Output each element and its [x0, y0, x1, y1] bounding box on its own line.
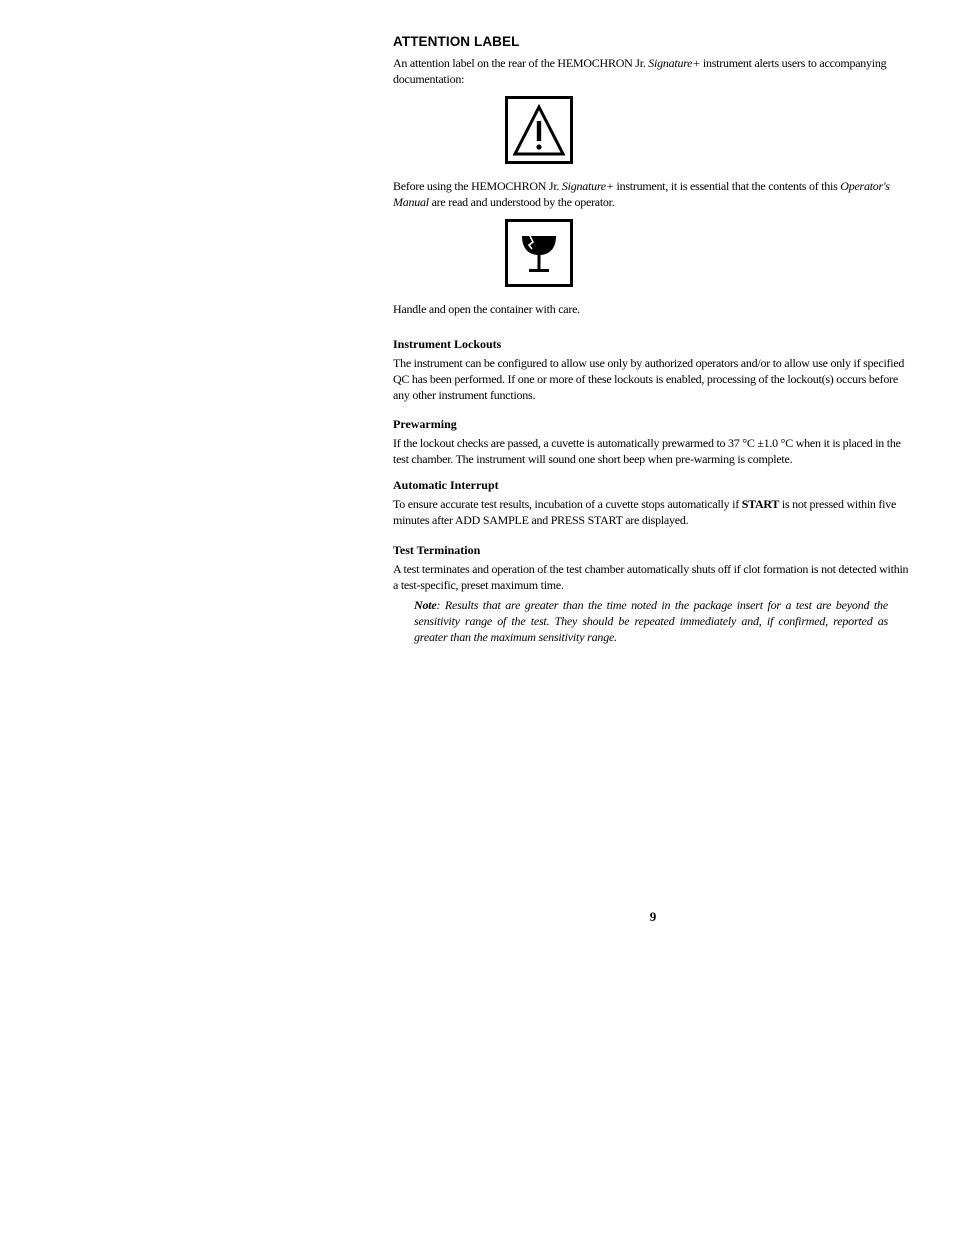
- warning-paragraph: Before using the HEMOCHRON Jr. Signature+ instrument, it is essential that the contents of this Operator's Manual are read and understood by the operator.: [393, 179, 890, 209]
- prewarming-paragraph: If the lockout checks are passed, a cuvette is automatically prewarmed to 37 °C ±1.0 °C when it is placed in the test chamber. The instrument will sound one short beep when pre-warming is complete.: [393, 436, 901, 466]
- termination-paragraph: A test terminates and operation of the test chamber automatically shuts off if clot formation is not detected within a test-specific, preset maximum time.: [393, 562, 909, 592]
- fragile-glass-icon: [508, 222, 570, 284]
- interrupt-paragraph: To ensure accurate test results, incubation of a cuvette stops automatically if START is not pressed within five minutes after ADD SAMPLE and PRESS START are displayed.: [393, 497, 897, 527]
- subheading-instrument-lockouts: Instrument Lockouts: [393, 337, 502, 351]
- note-paragraph: Note: Results that are greater than the time noted in the package insert for a test are beyond the sensitivity range of the test. They should be repeated immediately and, if confirmed, reported as greater than the maximum sensitivity range.: [414, 598, 888, 644]
- lockouts-paragraph: The instrument can be configured to allow use only by authorized operators and/or to allow use only if specified QC has been performed. If one or more of these lockouts is enabled, processing of the lockout(s) occurs before any other instrument functions.: [393, 356, 905, 402]
- subheading-automatic-interrupt: Automatic Interrupt: [393, 478, 499, 492]
- subheading-prewarming: Prewarming: [393, 417, 457, 431]
- section-heading-attention-label: ATTENTION LABEL: [393, 34, 520, 49]
- note-label: Note: [414, 598, 437, 612]
- warning-triangle-icon: [508, 99, 570, 161]
- attention-intro-paragraph: An attention label on the rear of the HEMOCHRON Jr. Signature+ instrument alerts users to accompanying documentation:: [393, 56, 887, 86]
- warning-symbol-box: [505, 96, 573, 164]
- fragile-paragraph: Handle and open the container with care.: [393, 302, 580, 316]
- subheading-test-termination: Test Termination: [393, 543, 481, 557]
- fragile-symbol-box: [505, 219, 573, 287]
- page-number: 9: [649, 909, 657, 924]
